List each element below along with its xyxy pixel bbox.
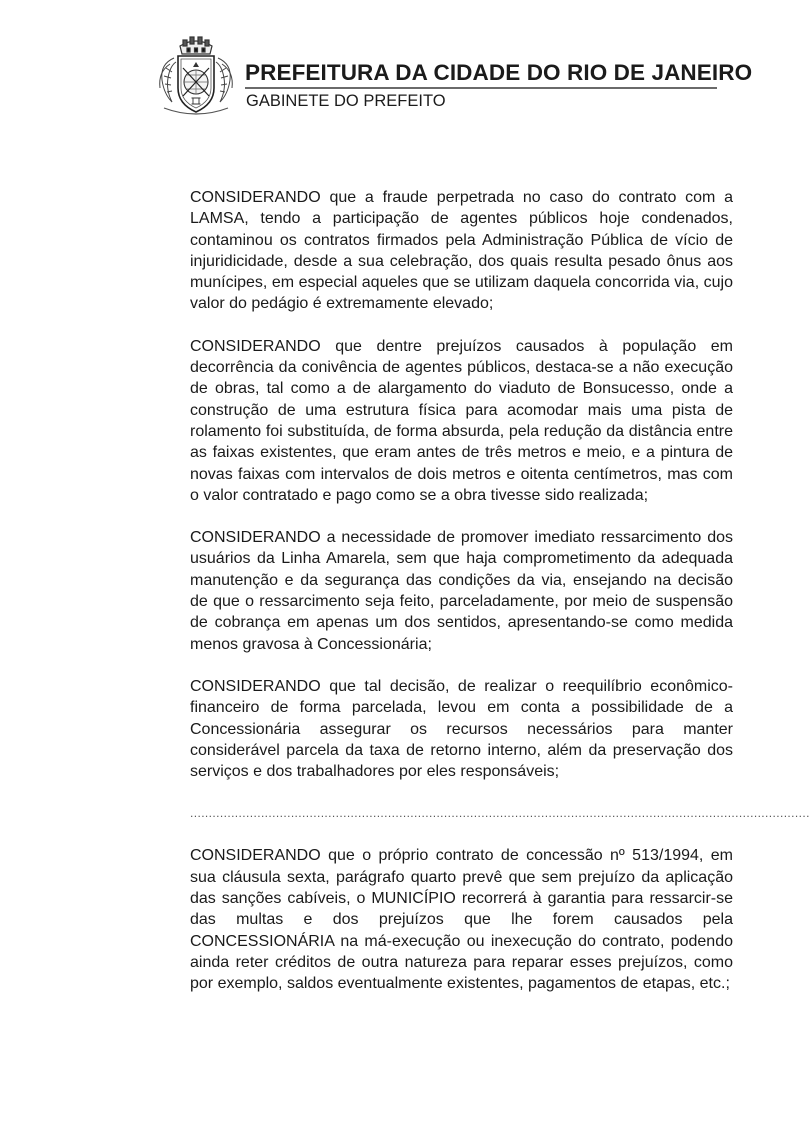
document-body [190, 187, 810, 1016]
paragraph-considerando-5: CONSIDERANDO que o próprio contrato de concessão nº 513/1994, em sua cláusula sexta, parágrafo quarto prevê que sem prejuízo da aplicação das sanções cabíveis, o MUNICÍPIO recorrerá à garantia para ressarcir-se das multas e dos prejuízos que lhe forem causados pela CONCESSIONÁRIA na má-execução ou inexecução do contrato, podendo ainda reter créditos de outra natureza para reparar esses prejuízos, como por exemplo, saldos eventualmente existentes, pagamentos de etapas, etc.; [190, 847, 733, 993]
header-title: PREFEITURA DA CIDADE DO RIO DE JANEIRO [245, 60, 753, 85]
mural-crown [180, 37, 212, 54]
dotted-separator: ...................................................................................................................................................................... [190, 806, 810, 821]
coat-of-arms-icon [152, 28, 240, 118]
header-divider [245, 87, 717, 89]
paragraph-considerando-1: CONSIDERANDO que a fraude perpetrada no caso do contrato com a LAMSA, tendo a participação de agentes públicos hoje condenados, contaminou os contratos firmados pela Administração Pública de vício de injuridicidade, desde a sua celebração, dos quais resulta pesado ônus aos munícipes, em especial aqueles que se utilizam daquela concorrida via, cujo valor do pedágio é extremamente elevado; [190, 189, 733, 313]
paragraph-considerando-2: CONSIDERANDO que dentre prejuízos causados à população em decorrência da conivência de agentes públicos, destaca-se a não execução de obras, tal como a de alargamento do viaduto de Bonsucesso, onde a construção de uma estrutura física para acomodar mais uma pista de rolamento foi substituída, de forma absurda, pela redução da distância entre as faixas existentes, que eram antes de três metros e meio, e a pintura de novas faixas com intervalos de dois metros e oitenta centímetros, mas com o valor contratado e pago como se a obra tivesse sido realizada; [190, 337, 733, 504]
header-subtitle: GABINETE DO PREFEITO [246, 92, 446, 110]
paragraph-considerando-4: CONSIDERANDO que tal decisão, de realizar o reequilíbrio econômico-financeiro de forma parcelada, levou em conta a possibilidade de a Concessionária assegurar os recursos necessários para manter considerável parcela da taxa de retorno interno, além da preservação dos serviços e dos trabalhadores por eles responsáveis; [190, 677, 733, 781]
paragraph-considerando-3: CONSIDERANDO a necessidade de promover imediato ressarcimento dos usuários da Linha Amarela, sem que haja comprometimento da adequada manutenção e da segurança das condições da via, ensejando na decisão de que o ressarcimento seja feito, parceladamente, por meio de suspensão de cobrança em apenas um dos sentidos, apresentando-se como medida menos gravosa à Concessionária; [190, 529, 733, 653]
